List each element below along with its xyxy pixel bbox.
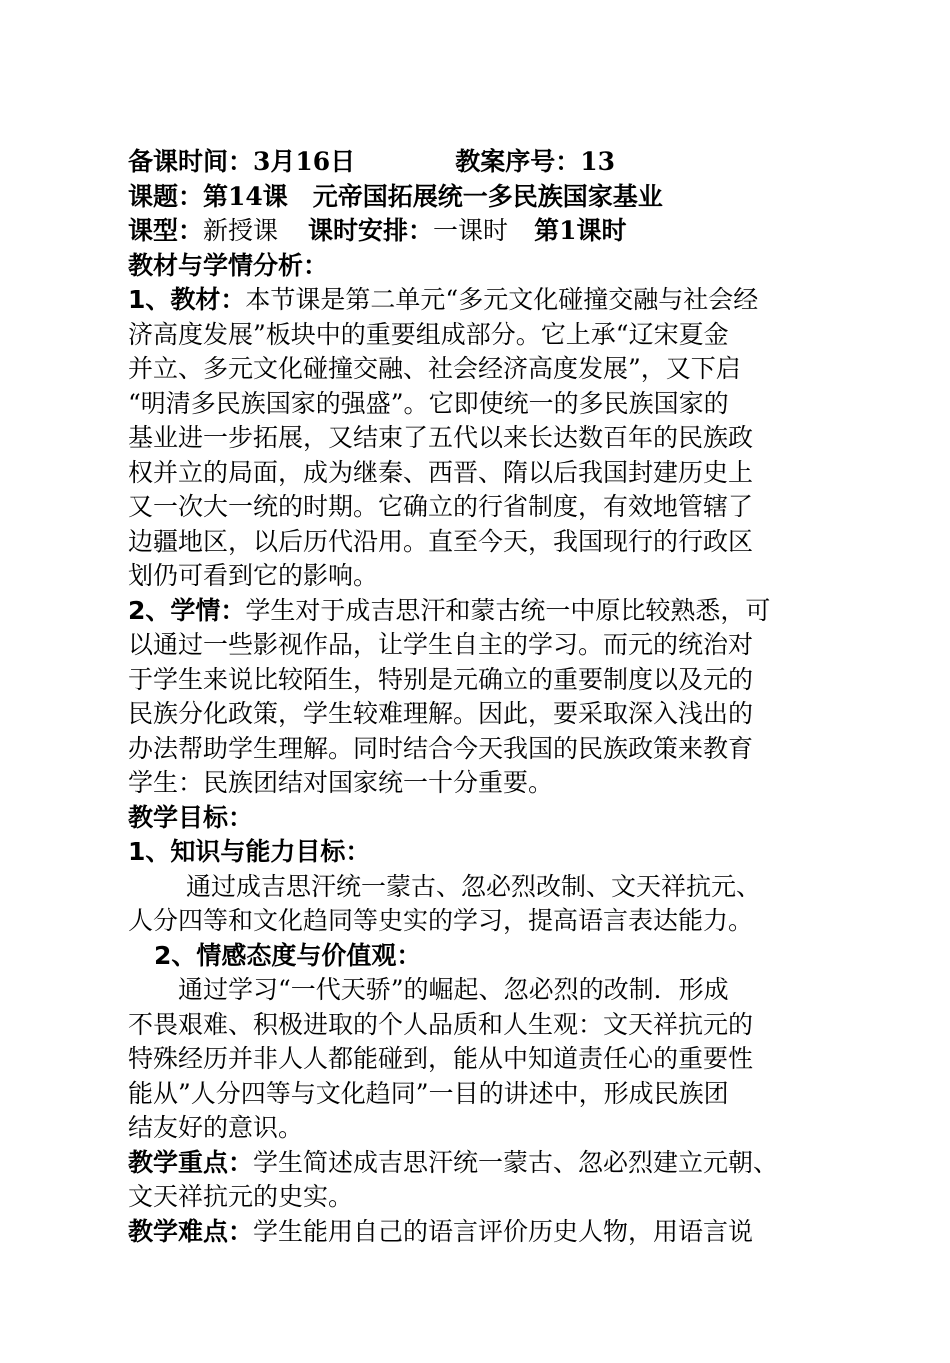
topic-label: 课题： <box>128 181 204 211</box>
period-value: 第1课时 <box>534 216 627 245</box>
students-line-4: 民族分化政策，学生较难理解。因此，要采取深入浅出的 <box>128 699 754 728</box>
lesson-type-line <box>128 214 828 249</box>
prep-time-line <box>128 145 828 180</box>
key-points-line-2: 文天祥抗元的史实。 <box>128 1182 354 1211</box>
textbook-text: 本节课是第二单元“多元文化碰撞交融与社会经 <box>245 285 759 314</box>
schedule-value: 一课时 <box>433 216 509 245</box>
schedule-label: 课时安排： <box>308 216 434 245</box>
goals-heading: 教学目标： <box>128 802 254 832</box>
topic-value: 第14课 元帝国拓展统一多民族国家基业 <box>203 181 663 211</box>
textbook-label: 1、教材： <box>128 285 246 314</box>
key-points-text: 学生简述成吉思汗统一蒙古、忽必烈建立元朝、 <box>253 1147 779 1177</box>
prep-time-value: 3月16日 <box>253 147 356 176</box>
knowledge-goals-heading: 1、知识与能力目标： <box>128 837 371 866</box>
emotion-goals-line-4: 能从”人分四等与文化趋同”一目的讲述中，形成民族团 <box>128 1078 729 1108</box>
difficulties-line-1 <box>128 1215 828 1250</box>
emotion-goals-heading: 2、情感态度与价值观： <box>154 940 422 970</box>
knowledge-goals-line-1: 通过成吉思汗统一蒙古、忽必烈改制、文天祥抗元、 <box>186 871 762 901</box>
textbook-line-7: 又一次大一统的时期。它确立的行省制度，有效地管辖了 <box>128 492 754 521</box>
textbook-line-1 <box>128 283 828 318</box>
textbook-line-5: 基业进一步拓展，又结束了五代以来长达数百年的民族政 <box>128 423 754 452</box>
difficulties-text: 学生能用自己的语言评价历史人物，用语言说 <box>253 1216 754 1246</box>
key-points-label: 教学重点： <box>128 1147 254 1177</box>
lesson-type-label: 课型： <box>128 216 204 245</box>
students-label: 2、学情： <box>128 595 246 625</box>
emotion-goals-line-5: 结友好的意识。 <box>128 1113 304 1142</box>
students-line-1 <box>128 594 828 629</box>
students-line-5: 办法帮助学生理解。同时结合今天我国的民族政策来教育 <box>128 733 754 763</box>
knowledge-goals-line-2: 人分四等和文化趋同等史实的学习，提高语言表达能力。 <box>128 906 754 935</box>
students-line-6: 学生：民族团结对国家统一十分重要。 <box>128 768 554 797</box>
lesson-type-value: 新授课 <box>203 216 279 245</box>
analysis-heading: 教材与学情分析： <box>128 250 329 280</box>
emotion-goals-line-3: 特殊经历并非人人都能碰到，能从中知道责任心的重要性 <box>128 1044 754 1073</box>
textbook-line-9: 划仍可看到它的影响。 <box>128 561 379 590</box>
students-text: 学生对于成吉思汗和蒙古统一中原比较熟悉，可 <box>245 595 771 625</box>
lesson-plan-page <box>128 145 828 1249</box>
difficulties-label: 教学难点： <box>128 1216 254 1246</box>
textbook-line-3: 并立、多元文化碰撞交融、社会经济高度发展”，又下启 <box>128 354 741 383</box>
textbook-line-8: 边疆地区，以后历代沿用。直至今天，我国现行的行政区 <box>128 526 754 556</box>
key-points-line-1 <box>128 1146 828 1181</box>
textbook-line-6: 权并立的局面，成为继秦、西晋、隋以后我国封建历史上 <box>128 457 754 487</box>
students-line-3: 于学生来说比较陌生，特别是元确立的重要制度以及元的 <box>128 664 754 694</box>
textbook-line-4: “明清多民族国家的强盛”。它即使统一的多民族国家的 <box>128 388 729 418</box>
topic-line <box>128 180 828 215</box>
emotion-goals-line-2: 不畏艰难、积极进取的个人品质和人生观：文天祥抗元的 <box>128 1009 754 1039</box>
prep-time-label: 备课时间： <box>128 147 254 176</box>
emotion-goals-line-1: 通过学习“一代天骄”的崛起、忽必烈的改制．形成 <box>178 975 729 1004</box>
plan-number-value: 13 <box>580 147 616 176</box>
textbook-line-2: 济高度发展”板块中的重要组成部分。它上承“辽宋夏金 <box>128 319 729 349</box>
students-line-2: 以通过一些影视作品，让学生自主的学习。而元的统治对 <box>128 630 754 659</box>
plan-number-label: 教案序号： <box>455 147 581 176</box>
